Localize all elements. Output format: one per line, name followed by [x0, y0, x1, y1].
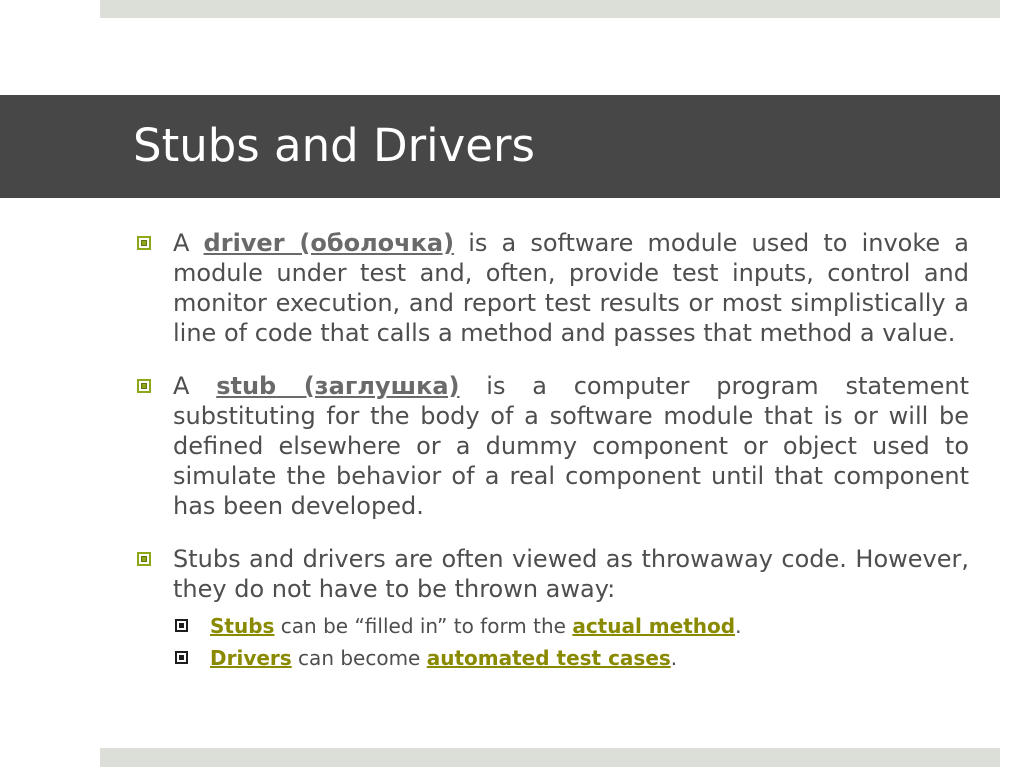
- bullet-text: [173, 228, 969, 348]
- bullet-driver: [133, 228, 969, 348]
- sub-bullet-end: .: [670, 646, 678, 670]
- sub-bullet-text: can become: [291, 646, 427, 670]
- link-drivers[interactable]: Drivers: [210, 646, 292, 670]
- bullet-suffix: is a software module used to invoke a module under test and, often, provide test inputs, control and monitor execution, and report test results or most simplistically a line of code that calls a method and passes that method a value.: [173, 229, 970, 347]
- bottom-decorative-stripe: [100, 748, 1000, 767]
- bullet-prefix: A: [173, 229, 204, 257]
- top-decorative-stripe: [100, 0, 1000, 18]
- link-actual-method[interactable]: actual method: [572, 614, 736, 638]
- bullet-suffix: is a computer program statement substituting for the body of a software module that is or will be defined elsewhere or a dummy component or object used to simulate the behavior of a real component until that component has been developed.: [173, 372, 970, 520]
- square-sub-bullet-icon: [175, 619, 188, 632]
- sub-bullet-text: can be “filled in” to form the: [274, 614, 573, 638]
- bullet-prefix: A: [173, 372, 217, 400]
- bullet-text: Stubs and drivers are often viewed as throwaway code. However, they do not have to be thrown away:: [173, 545, 969, 603]
- slide-content: [133, 228, 969, 676]
- sub-bullet-end: .: [735, 614, 742, 638]
- term-stub: stub (заглушка): [216, 372, 460, 400]
- bullet-text: [173, 371, 969, 521]
- square-bullet-icon: [137, 552, 151, 566]
- bullet-throwaway: [133, 544, 969, 604]
- square-bullet-icon: [137, 236, 151, 250]
- slide-title: Stubs and Drivers: [133, 119, 535, 172]
- square-sub-bullet-icon: [175, 651, 188, 664]
- bullet-stub: [133, 371, 969, 521]
- link-automated-test-cases[interactable]: automated test cases: [426, 646, 671, 670]
- term-driver: driver (оболочка): [203, 229, 455, 257]
- sub-bullet-drivers: [133, 644, 969, 672]
- square-bullet-icon: [137, 379, 151, 393]
- sub-bullet-stubs: [133, 612, 969, 640]
- link-stubs[interactable]: Stubs: [210, 614, 275, 638]
